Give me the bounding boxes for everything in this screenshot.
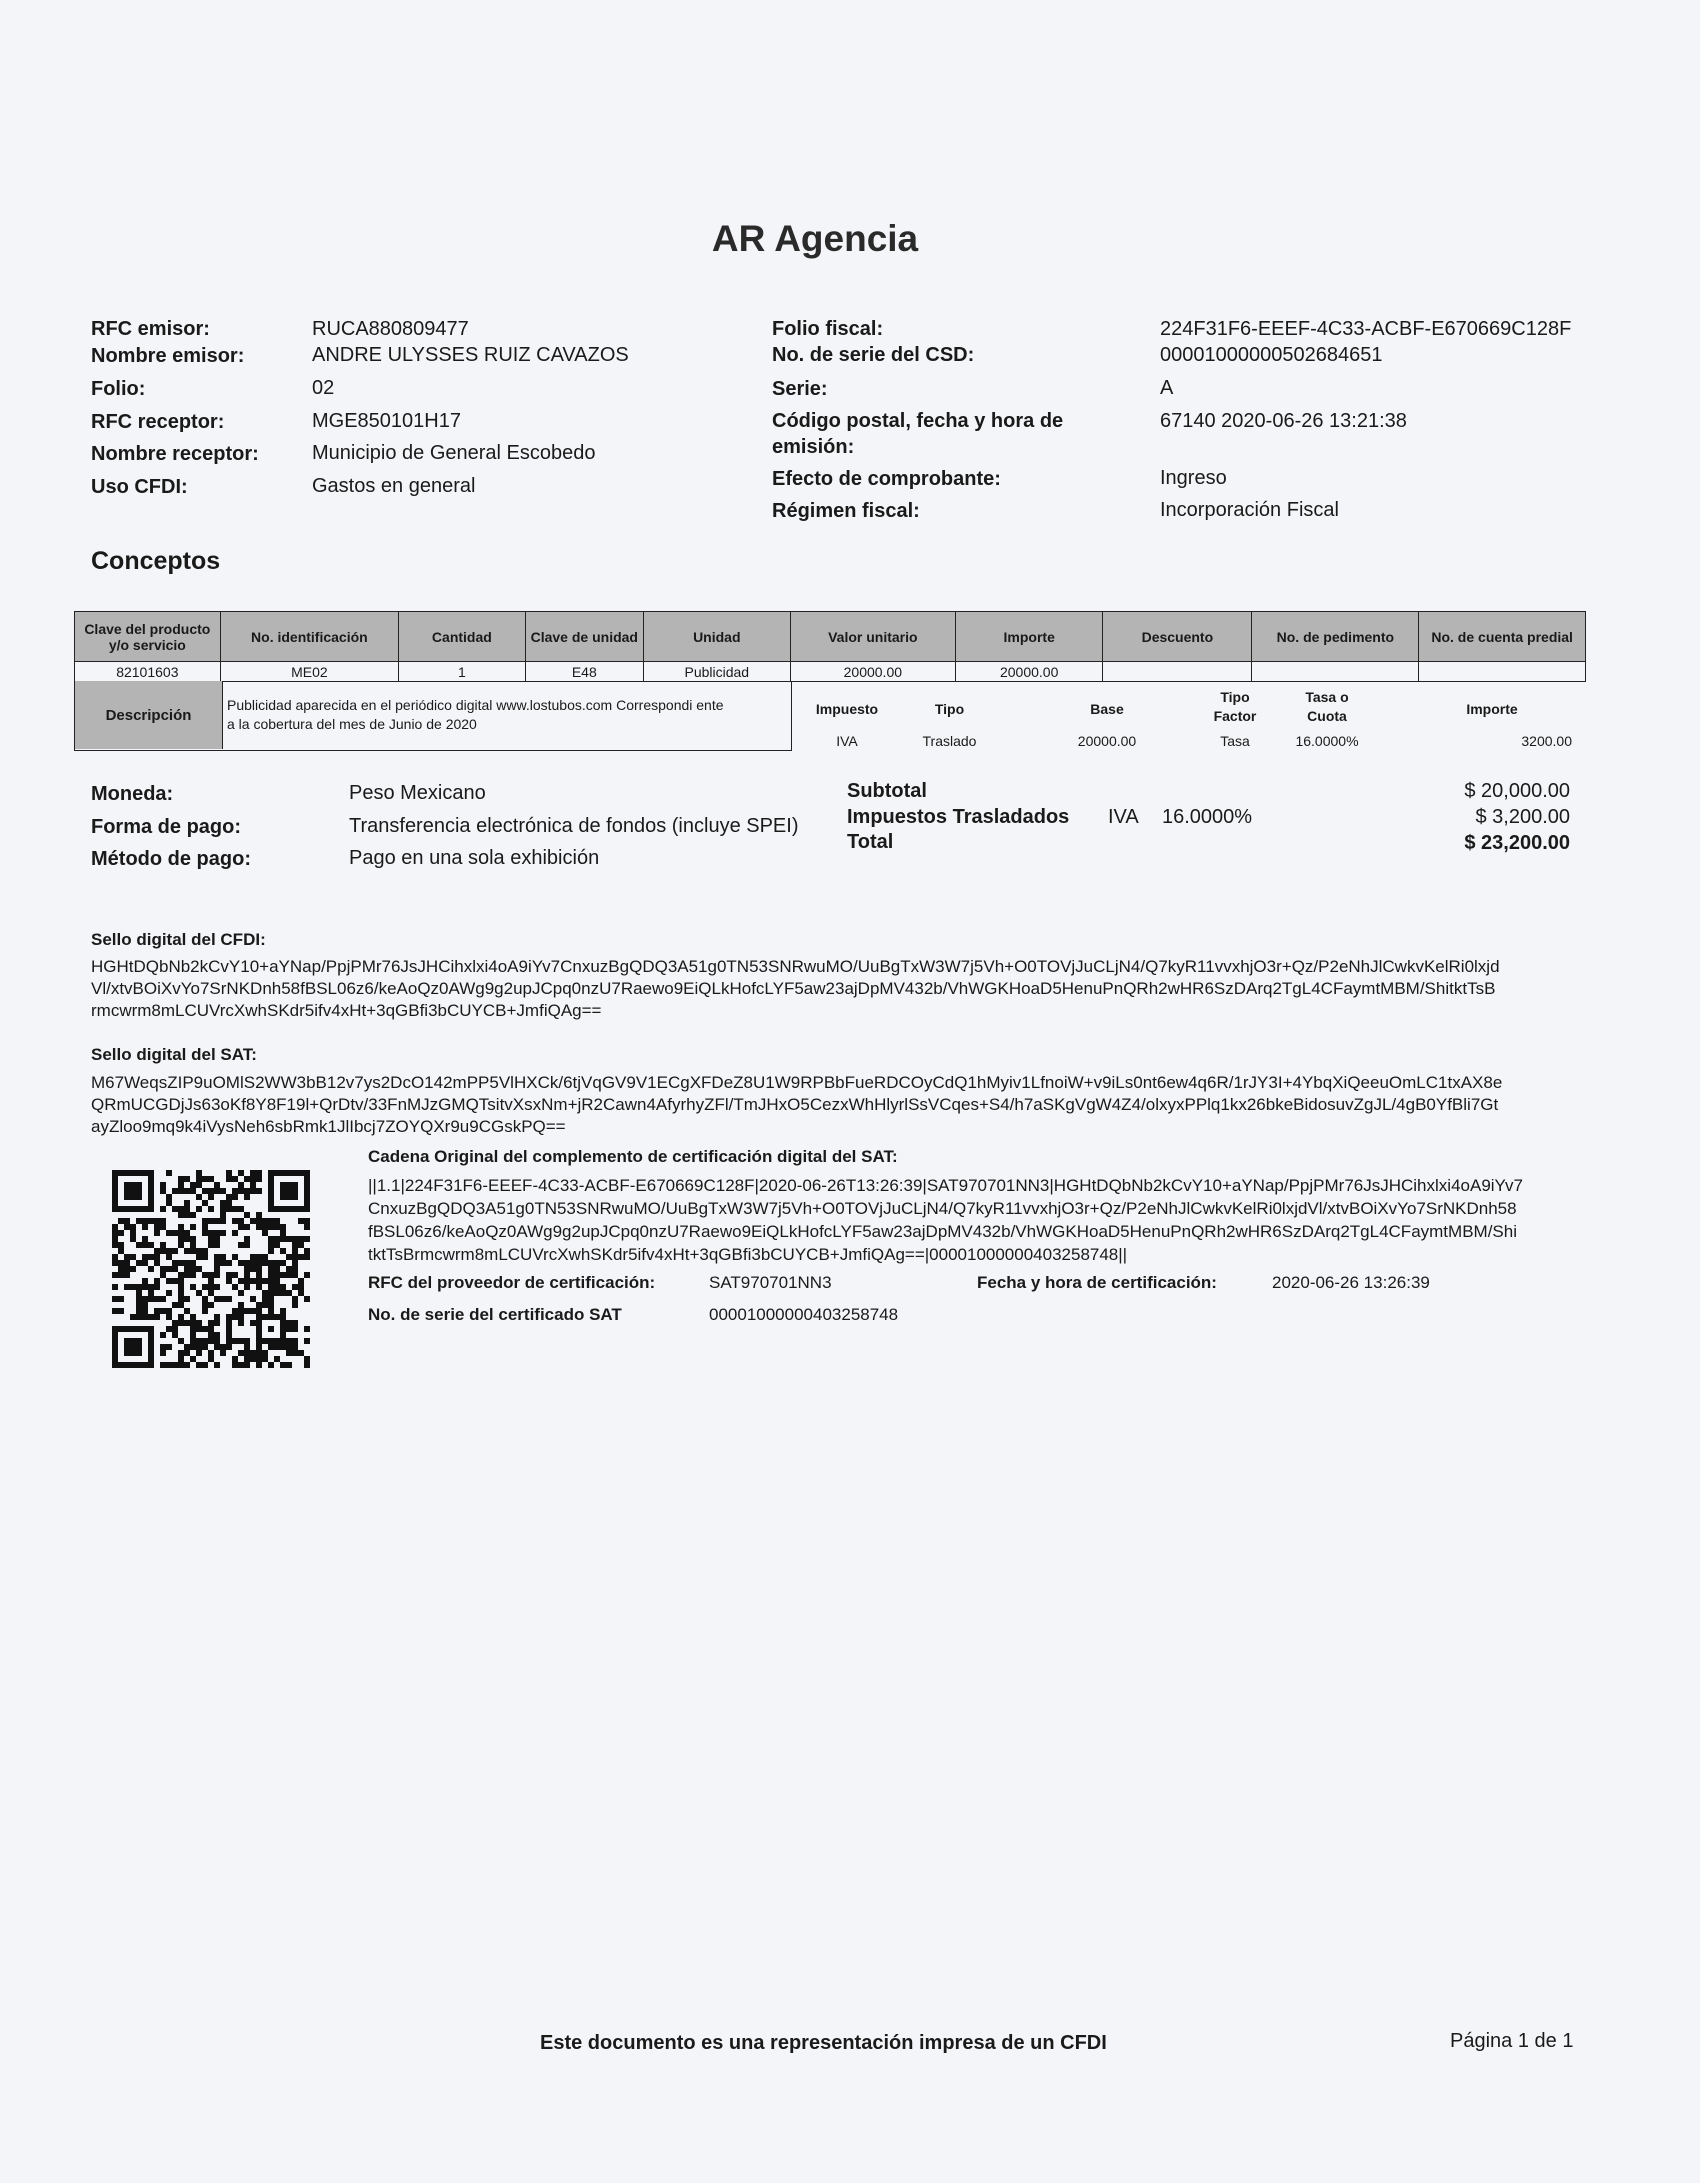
regimen-label: Régimen fiscal:: [772, 500, 920, 522]
th-valor-unitario: Valor unitario: [790, 612, 955, 662]
cp-fecha-label-line2: emisión:: [772, 436, 855, 458]
cell-no-identificacion: ME02: [220, 662, 398, 682]
impuestos-value: $ 3,200.00: [1475, 806, 1570, 828]
sello-sat-label: Sello digital del SAT:: [91, 1045, 257, 1064]
cp-fecha-value: 67140 2020-06-26 13:21:38: [1160, 410, 1407, 432]
sello-cfdi-line: Vl/xtvBOiXvYo7SrNKDnh58fBSL06z6/keAoQz0AWg9g2upJCpq0nzU7Raewo9EiQLkHofcLYF5aw23ajDpMV432b/VhWGKHoaD5HenuPnQRh2wHR6SzDArq2TgL4CFaymtMBM/ShitktTsB: [91, 979, 1496, 998]
th-importe: Importe: [956, 612, 1103, 662]
uso-cfdi-label: Uso CFDI:: [91, 476, 188, 498]
metodo-pago-label: Método de pago:: [91, 848, 251, 870]
th-cuenta-predial: No. de cuenta predial: [1419, 612, 1586, 662]
serie-csd-label: No. de serie del CSD:: [772, 344, 975, 366]
cell-importe: 20000.00: [956, 662, 1103, 682]
conceptos-table: [74, 611, 1586, 682]
sello-sat-text: [91, 1072, 1591, 1138]
cell-valor-unitario: 20000.00: [790, 662, 955, 682]
th-descuento: Descuento: [1103, 612, 1252, 662]
tax-tipo: Traslado: [922, 733, 977, 749]
folio-fiscal-value: 224F31F6-EEEF-4C33-ACBF-E670669C128F: [1160, 318, 1572, 340]
folio-value: 02: [312, 377, 335, 399]
th-clave-producto: Clave del producto y/o servicio: [75, 612, 221, 662]
descripcion-label: Descripción: [75, 681, 223, 749]
tax-base: 20000.00: [1077, 733, 1137, 749]
cell-descuento: [1103, 662, 1252, 682]
moneda-label: Moneda:: [91, 783, 174, 805]
tax-header-tipo-factor-1: Tipo: [1220, 689, 1250, 705]
th-pedimento: No. de pedimento: [1252, 612, 1419, 662]
tax-impuesto: IVA: [836, 733, 858, 749]
forma-pago-label: Forma de pago:: [91, 816, 242, 838]
tax-header-tipo: Tipo: [934, 701, 965, 717]
rfc-emisor-label: RFC emisor:: [91, 318, 210, 340]
cadena-original-label: Cadena Original del complemento de certificación digital del SAT:: [368, 1147, 898, 1166]
th-unidad: Unidad: [643, 612, 790, 662]
tax-tasa: 16.0000%: [1295, 733, 1359, 749]
rfc-proveedor-label: RFC del proveedor de certificación:: [368, 1273, 656, 1292]
fecha-certificacion-label: Fecha y hora de certificación:: [977, 1273, 1217, 1292]
folio-fiscal-label: Folio fiscal:: [772, 318, 884, 340]
subtotal-label: Subtotal: [847, 780, 927, 802]
impuestos-tasa: 16.0000%: [1162, 806, 1253, 828]
tax-header-impuesto: Impuesto: [815, 701, 879, 717]
subtotal-value: $ 20,000.00: [1464, 780, 1570, 802]
cell-pedimento: [1252, 662, 1419, 682]
nombre-receptor-value: Municipio de General Escobedo: [312, 442, 596, 464]
serie-certificado-sat-value: 00001000000403258748: [709, 1305, 899, 1324]
document-title: AR Agencia: [711, 218, 919, 259]
rfc-emisor-value: RUCA880809477: [312, 318, 469, 340]
cell-clave-unidad: E48: [525, 662, 643, 682]
rfc-proveedor-value: SAT970701NN3: [709, 1273, 832, 1292]
sello-sat-line: M67WeqsZIP9uOMlS2WW3bB12v7ys2DcO142mPP5VlHXCk/6tjVqGV9V1ECgXFDeZ8U1W9RPBbFueRDCOyCdQ1hMyiv1LfnoiW+v9iLs0nt6ew4q6R/1rJY3I+4YbqXiQeeuOmLC1txAX8e: [91, 1073, 1503, 1092]
metodo-pago-value: Pago en una sola exhibición: [349, 847, 600, 869]
rfc-receptor-label: RFC receptor:: [91, 411, 225, 433]
tax-header-importe: Importe: [1466, 701, 1518, 717]
cadena-line: CnxuzBgQDQ3A51g0TN53SNRwuMO/UuBgTxW3W7j5Vh+O0TOVjJuCLjN4/Q7kyR11vvxhjO3r+Qz/P2eNhJlCwkvKelRi0lxjdVl/xtvBOiXvYo7SrNKDnh58: [368, 1199, 1517, 1218]
table-header-row: [75, 612, 1586, 662]
cp-fecha-label-line1: Código postal, fecha y hora de: [772, 410, 1064, 432]
descripcion-line2: a la cobertura del mes de Junio de 2020: [227, 716, 477, 732]
total-value: $ 23,200.00: [1464, 832, 1570, 854]
nombre-receptor-label: Nombre receptor:: [91, 443, 259, 465]
cell-unidad: Publicidad: [643, 662, 790, 682]
uso-cfdi-value: Gastos en general: [312, 475, 476, 497]
cell-cantidad: 1: [399, 662, 526, 682]
sello-cfdi-label: Sello digital del CFDI:: [91, 930, 266, 949]
footer-note: Este documento es una representación impresa de un CFDI: [540, 2032, 1107, 2054]
tax-grid: [792, 681, 1586, 751]
tax-header-base: Base: [1090, 701, 1124, 717]
sello-cfdi-line: HGHtDQbNb2kCvY10+aYNap/PpjPMr76JsJHCihxlxi4oA9iYv7CnxuzBgQDQ3A51g0TN53SNRwuMO/UuBgTxW3W7j5Vh+O0TOVjJuCLjN4/Q7kyR11vvxhjO3r+Qz/P2eNhJlCwkvKelRi0lxjd: [91, 957, 1500, 976]
page-number: Página 1 de 1: [1450, 2030, 1574, 2052]
descripcion-box: [74, 681, 792, 751]
serie-certificado-sat-label: No. de serie del certificado SAT: [368, 1305, 622, 1324]
sello-cfdi-line: rmcwrm8mLCUVrcXwhSKdr5ifv4xHt+3qGBfi3bCUYCB+JmfiQAg==: [91, 1001, 602, 1020]
th-clave-unidad: Clave de unidad: [525, 612, 643, 662]
cadena-line: tktTsBrmcwrm8mLCUVrcXwhSKdr5ifv4xHt+3qGBfi3bCUYCB+JmfiQAg==|00001000000403258748||: [368, 1245, 1128, 1264]
cadena-line: fBSL06z6/keAoQz0AWg9g2upJCpq0nzU7Raewo9EiQLkHofcLYF5aw23ajDpMV432b/VhWGKHoaD5HenuPnQRh2wHR6SzDArq2TgL4CFaymtMBM/Shi: [368, 1222, 1517, 1241]
efecto-label: Efecto de comprobante:: [772, 468, 1001, 490]
efecto-value: Ingreso: [1160, 467, 1227, 489]
tax-header-tasa-2: Cuota: [1307, 708, 1347, 724]
table-row: [75, 662, 1586, 682]
descripcion-line1: Publicidad aparecida en el periódico digital www.lostubos.com Correspondi ente: [227, 697, 724, 713]
sello-sat-line: ayZloo9mq9k4iVysNeh6sbRmk1JlIbcj7ZOYQXr9u9CGskPQ==: [91, 1117, 566, 1136]
tax-importe: 3200.00: [1521, 733, 1572, 749]
qr-code-image: [111, 1170, 311, 1368]
serie-csd-value: 00001000000502684651: [1160, 344, 1383, 366]
moneda-value: Peso Mexicano: [349, 782, 486, 804]
serie-value: A: [1160, 377, 1174, 399]
sello-cfdi-text: [91, 956, 1591, 1022]
tax-tipo-factor: Tasa: [1220, 733, 1250, 749]
impuestos-label: Impuestos Trasladados: [847, 806, 1070, 828]
serie-label: Serie:: [772, 378, 828, 400]
th-cantidad: Cantidad: [399, 612, 526, 662]
cell-clave-producto: 82101603: [75, 662, 221, 682]
regimen-value: Incorporación Fiscal: [1160, 499, 1339, 521]
cadena-line: ||1.1|224F31F6-EEEF-4C33-ACBF-E670669C128F|2020-06-26T13:26:39|SAT970701NN3|HGHtDQbNb2kCvY10+aYNap/PpjPMr76JsJHCihxlxi4oA9iYv7: [368, 1176, 1523, 1195]
cadena-original-text: [368, 1174, 1588, 1266]
total-label: Total: [847, 831, 894, 853]
fecha-certificacion-value: 2020-06-26 13:26:39: [1272, 1273, 1430, 1292]
folio-label: Folio:: [91, 378, 146, 400]
sello-sat-line: QRmUCGDjJs63oKf8Y8F19l+QrDtv/33FnMJzGMQTsitvXsxNm+jR2Cawn4AfyrhyZFl/TmJHxO5CezxWhHlyrlSsVCqes+S4/h7aSKgVgW4Z4/olxyxPPlq1kx26bkeBidosuvZgJL/4gB0YfBli7Gt: [91, 1095, 1499, 1114]
tax-header-tasa-1: Tasa o: [1305, 689, 1349, 705]
conceptos-heading: Conceptos: [91, 547, 221, 575]
impuestos-tipo: IVA: [1108, 806, 1139, 828]
nombre-emisor-label: Nombre emisor:: [91, 345, 245, 367]
nombre-emisor-value: ANDRE ULYSSES RUIZ CAVAZOS: [312, 344, 629, 366]
th-no-identificacion: No. identificación: [220, 612, 398, 662]
forma-pago-value: Transferencia electrónica de fondos (incluye SPEI): [349, 815, 799, 837]
cell-cuenta-predial: [1419, 662, 1586, 682]
rfc-receptor-value: MGE850101H17: [312, 410, 461, 432]
tax-header-tipo-factor-2: Factor: [1213, 708, 1257, 724]
